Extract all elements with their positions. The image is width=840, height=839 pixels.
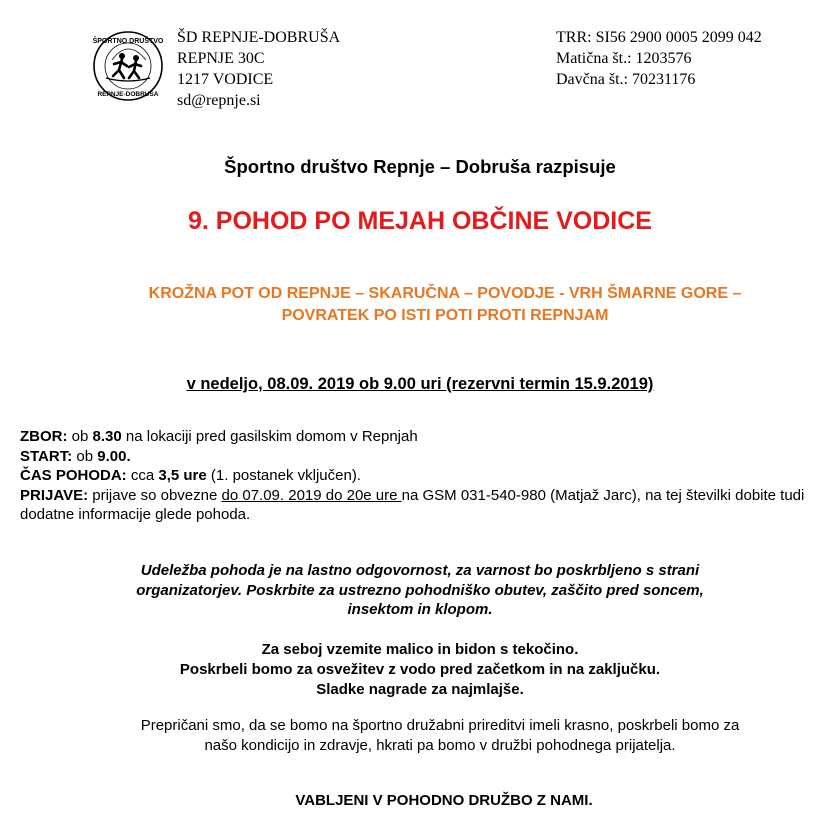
route-description [70,283,820,327]
start-pre: ob [72,447,98,465]
duration-value: 3,5 ure [158,467,207,484]
responsibility-note [110,561,730,620]
detail-zbor [20,427,820,447]
duration-label: ČAS POHODA: [20,467,127,484]
registration-contact: na GSM 031-540-980 (Matjaž Jarc), na tej številki dobite tudi dodatne informacije glede pohoda. [20,486,805,523]
club-email[interactable]: sd@repnje.si [177,92,261,109]
start-label: START: [20,447,73,465]
closing-line-1: Prepričani smo, da se bomo na športno družabni prireditvi imeli krasno, poskrbeli bomo za [140,717,740,734]
zbor-location: na lokaciji pred gasilskim domom v Repnjah [121,428,418,445]
note-line-2: organizatorjev. Poskrbite za ustrezno pohodniško obutev, zaščito pred soncem, [136,581,704,599]
start-time: 9.00. [97,447,131,465]
registration-pre: prijave so obvezne [88,486,222,504]
event-date [0,375,840,394]
club-registry-info [556,27,762,90]
zbor-label: ZBOR: [20,428,68,445]
zbor-time: 8.30 [92,428,122,445]
registration-label: PRIJAVE: [20,486,89,504]
route-line-2: POVRATEK PO ISTI POTI PROTI REPNJAM [281,307,609,324]
club-info [177,27,340,111]
closing-paragraph [90,716,790,755]
event-title: 9. POHOD PO MEJAH OBČINE VODICE [188,207,652,235]
detail-start [20,447,820,467]
club-street: REPNJE 30C [177,50,265,67]
svg-text:REPNJE-DOBRUŠA: REPNJE-DOBRUŠA [97,91,159,98]
detail-registration [20,486,820,525]
bring-along-info [0,640,840,700]
note-line-1: Udeležba pohoda je na lastno odgovornost, za varnost bo poskrbljeno s strani [140,562,700,579]
closing-line-2: našo kondicijo in zdravje, hkrati pa bomo v družbi pohodnega prijatelja. [204,736,676,754]
intro-line: Športno društvo Repnje – Dobruša razpisuje [224,156,616,177]
club-city: 1217 VODICE [177,71,274,88]
event-details [20,427,820,525]
svg-text:ŠPORTNO DRUŠTVO: ŠPORTNO DRUŠTVO [92,38,164,45]
club-logo-graphic [92,30,164,102]
club-logo [92,30,164,102]
bring-line-2: Poskrbeli bomo za osvežitev z vodo pred začetkom in na zaključku. [179,661,661,678]
invitation-line: VABLJENI V POHODNO DRUŽBO Z NAMI. [295,792,593,809]
trr-number: TRR: SI56 2900 0005 2099 042 [556,29,762,46]
duration-note: (1. postanek vključen). [206,467,361,484]
davcna-number: Davčna št.: 70231176 [556,71,696,88]
duration-pre: cca [126,467,159,484]
maticna-number: Matična št.: 1203576 [556,50,692,67]
bring-line-1: Za seboj vzemite malico in bidon s tekočino. [261,641,579,658]
detail-duration [20,466,820,486]
bring-line-3: Sladke nagrade za najmlajše. [316,681,524,698]
route-line-1: KROŽNA POT OD REPNJE – SKARUČNA – POVODJE - VRH ŠMARNE GORE – [148,285,742,302]
event-date-text: v nedeljo, 08.09. 2019 ob 9.00 uri (rezervni termin 15.9.2019) [186,375,654,393]
registration-deadline: do 07.09. 2019 do 20e ure [221,486,402,504]
zbor-pre: ob [67,428,93,445]
note-line-3: insektom in klopom. [347,601,493,618]
club-name: ŠD REPNJE-DOBRUŠA [177,29,341,46]
